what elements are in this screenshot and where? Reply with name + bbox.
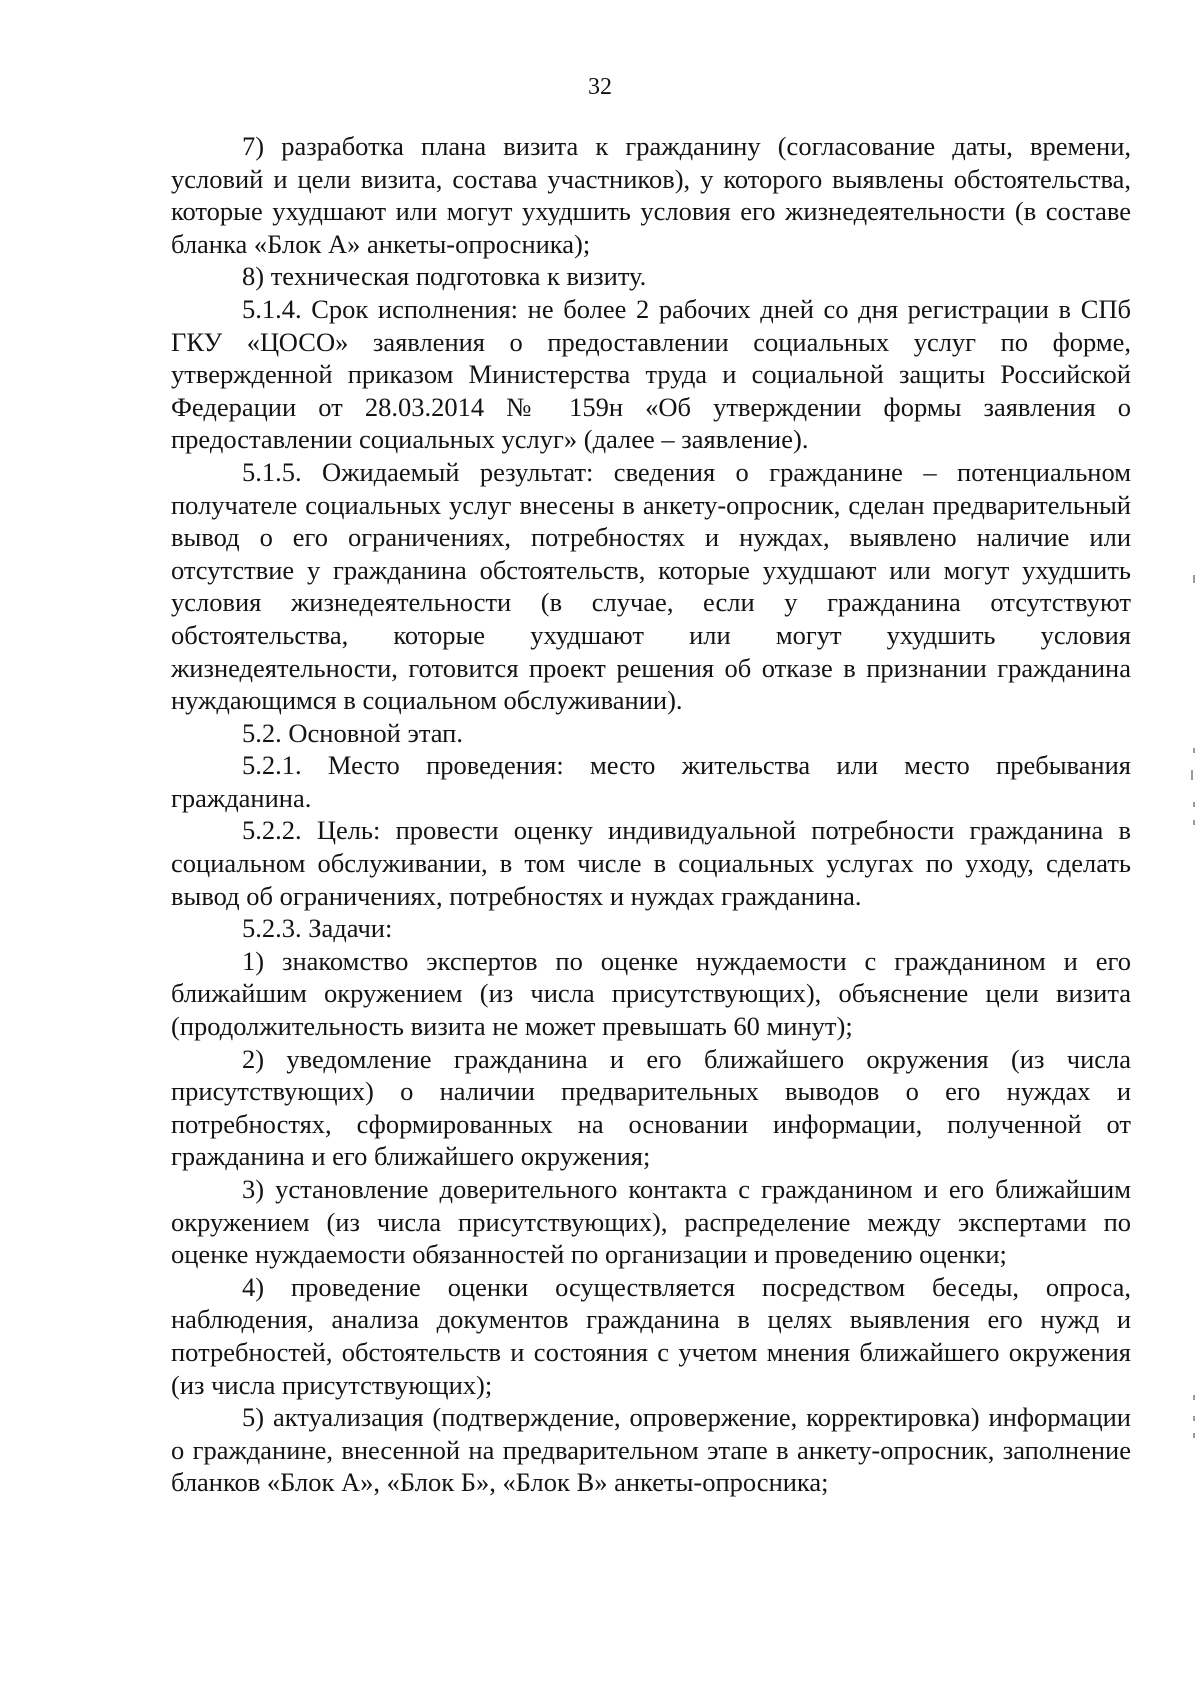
paragraph-5-1-4: 5.1.4. Срок исполнения: не более 2 рабочих дней со дня регистрации в СПб ГКУ «ЦОСО» заявления о предоставлении социальных услуг по форме, утвержденной приказом Министерства труда и социальной защиты Российской Федерации от 28.03.2014 № 159н «Об утверждении формы заявления о предоставлении социальных услуг» (далее – заявление). — [171, 293, 1131, 455]
scan-artifact — [1193, 820, 1195, 825]
paragraph-task-4: 4) проведение оценки осуществляется посредством беседы, опроса, наблюдения, анализа документов гражданина в целях выявления его нужд и потребностей, обстоятельств и состояния с учетом мнения ближайшего окружения (из числа присутствующих); — [171, 1271, 1131, 1400]
page-number: 32 — [588, 74, 612, 100]
paragraph-item-8: 8) техническая подготовка к визиту. — [242, 261, 647, 292]
scan-artifact — [1193, 1395, 1195, 1400]
paragraph-5-1-5: 5.1.5. Ожидаемый результат: сведения о гражданине – потенциальном получателе социальных услуг внесены в анкету-опросник, сделан предварительный вывод о его ограничениях, потребностях и нуждах, выявлено наличие или отсутствие у гражданина обстоятельств, которые ухудшают или могут ухудшить условия жизнедеятельности (в случае, если у гражданина отсутствуют обстоятельства, которые ухудшают или могут ухудшить условия жизнедеятельности, готовится проект решения об отказе в признании гражданина нуждающимся в социальном обслуживании). — [171, 456, 1131, 716]
document-body — [171, 130, 1131, 1499]
paragraph-5-2-1: 5.2.1. Место проведения: место жительства или место пребывания гражданина. — [171, 750, 1131, 813]
paragraph-5-2: 5.2. Основной этап. — [242, 717, 463, 748]
paragraph-task-2: 2) уведомление гражданина и его ближайшего окружения (из числа присутствующих) о наличии предварительных выводов о его нуждах и потребностях, сформированных на основании информации, полученной от гражданина и его ближайшего окружения; — [171, 1043, 1131, 1172]
paragraph-task-3: 3) установление доверительного контакта с гражданином и его ближайшим окружением (из числа присутствующих), распределение между экспертами по оценке нуждаемости обязанностей по организации и проведению оценки; — [171, 1174, 1131, 1270]
scan-artifact — [1193, 1433, 1195, 1438]
scan-artifact — [1191, 770, 1193, 780]
scan-artifact — [1193, 575, 1195, 583]
scan-artifact — [1193, 748, 1195, 753]
paragraph-item-7: 7) разработка плана визита к гражданину (согласование даты, времени, условий и цели визита, состава участников), у которого выявлены обстоятельства, которые ухудшают или могут ухудшить условия его жизнедеятельности (в составе бланка «Блок А» анкеты-опросника); — [171, 131, 1131, 259]
paragraph-task-1: 1) знакомство экспертов по оценке нуждаемости с гражданином и его ближайшим окружением (из числа присутствующих), объяснение цели визита (продолжительность визита не может превышать 60 минут); — [171, 945, 1131, 1042]
scan-artifact — [1193, 1416, 1195, 1421]
paragraph-task-5: 5) актуализация (подтверждение, опровержение, корректировка) информации о гражданине, внесенной на предварительном этапе в анкету-опросник, заполнение бланков «Блок А», «Блок Б», «Блок В» анкеты-опросника; — [171, 1402, 1131, 1498]
paragraph-5-2-3: 5.2.3. Задачи: — [242, 913, 393, 944]
paragraph-5-2-2: 5.2.2. Цель: провести оценку индивидуальной потребности гражданина в социальном обслуживании, в том числе в социальных услугах по уходу, сделать вывод об ограничениях, потребностях и нуждах гражданина. — [171, 815, 1131, 911]
scan-artifact — [1193, 802, 1195, 807]
